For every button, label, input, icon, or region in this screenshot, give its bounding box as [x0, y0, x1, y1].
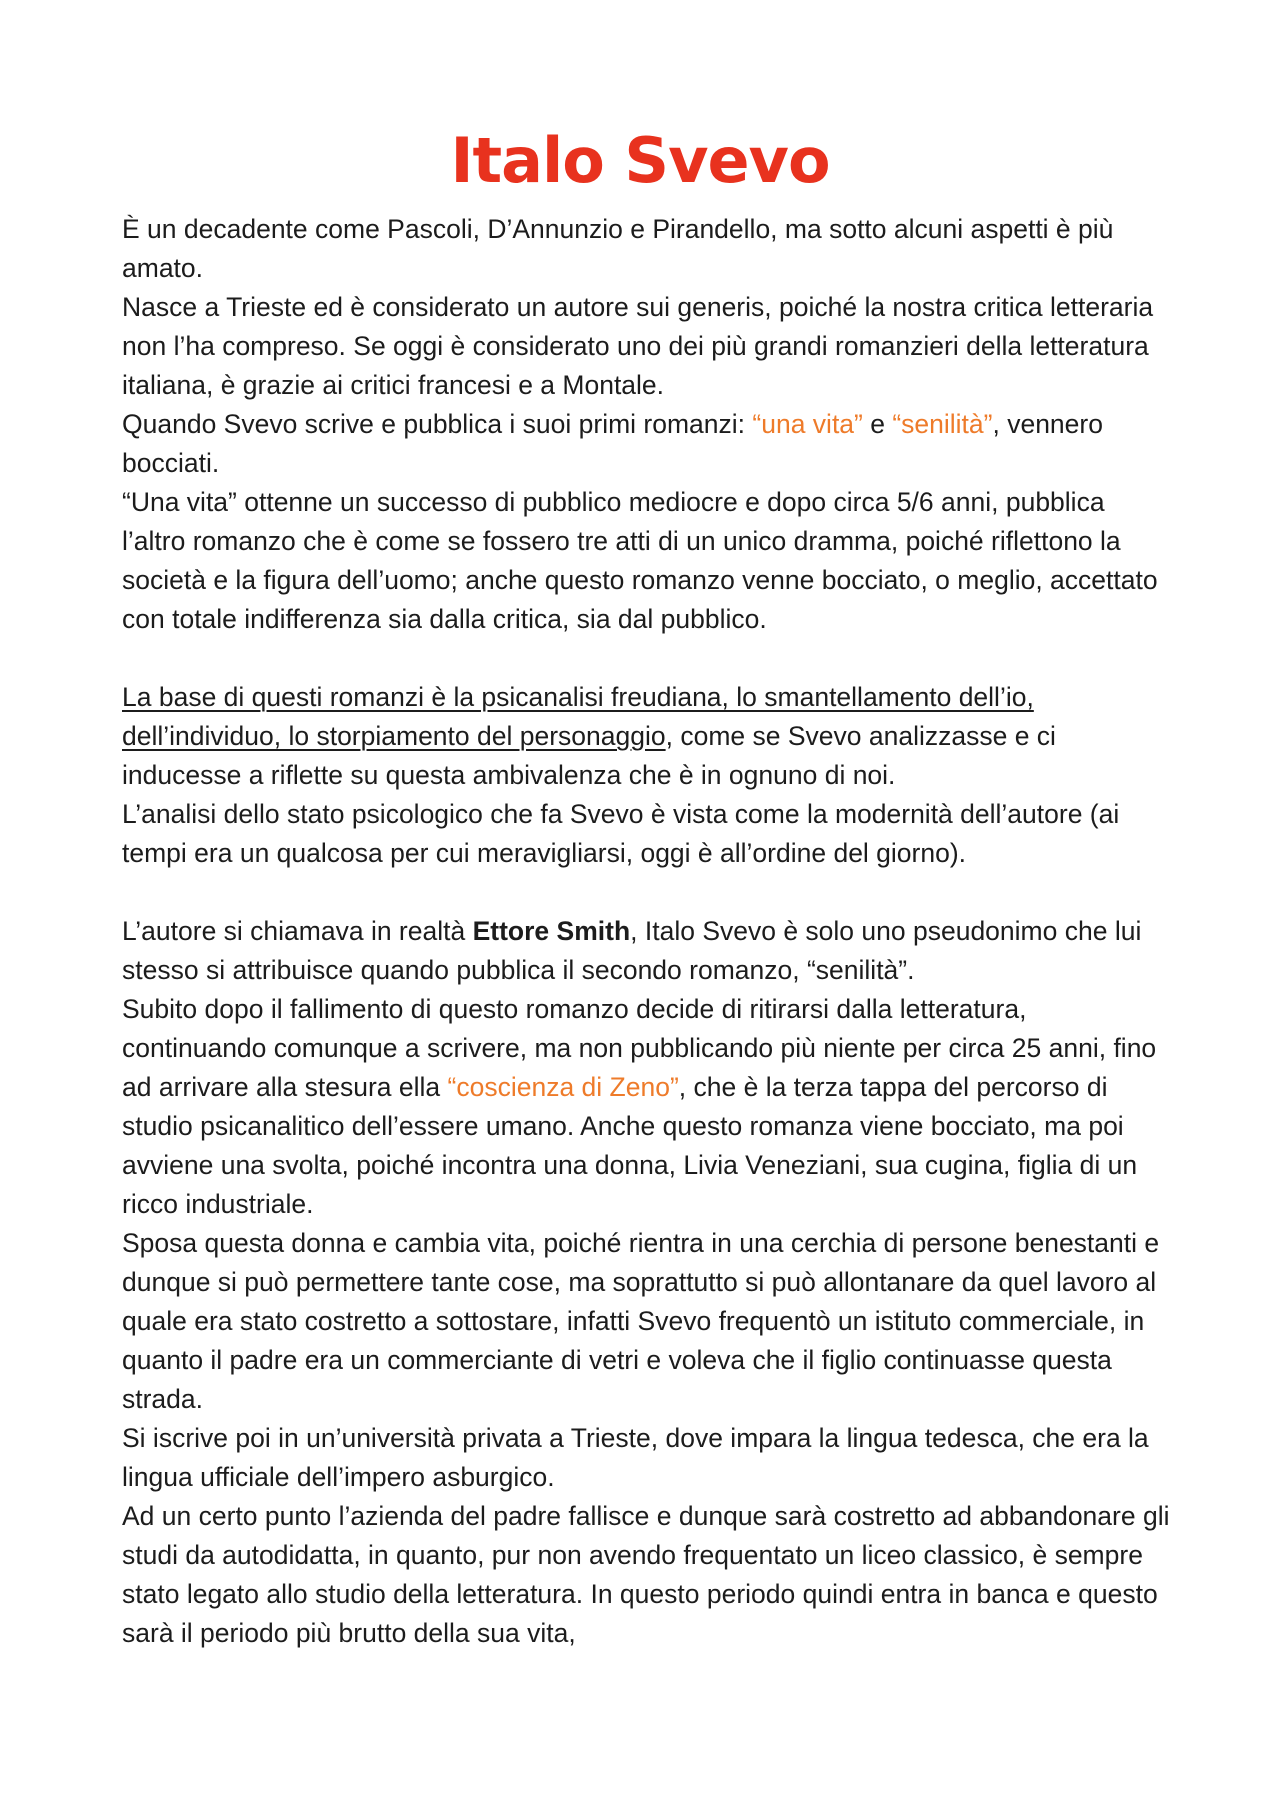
- document-body: [122, 210, 1172, 1653]
- paragraph-trieste: Nasce a Trieste ed è considerato un autore sui generis, poiché la nostra critica letteraria non l’ha compreso. Se oggi è considerato uno dei più grandi romanzieri della letteratura italiana, è grazie ai critici francesi e a Montale.: [122, 292, 1154, 400]
- text-span: Subito dopo il fallimento di questo romanzo decide di ritirarsi dalla letteratura, continuando comunque a scrivere, ma non pubblicando più niente per circa 25 anni, fino ad arrivare alla stesura ella: [122, 994, 1157, 1102]
- text-span: e: [862, 409, 893, 439]
- page-title: Italo Svevo: [450, 124, 830, 197]
- novel-title-senilita: “senilità”: [892, 409, 993, 439]
- text-span: , che è la terza tappa del percorso di studio psicanalitico dell’essere umano. Anche questo romanza viene bocciato, ma poi avviene una svolta, poiché incontra una donna, Livia Veneziani, sua cugina, figlia di un ricco industriale.: [122, 1072, 1138, 1219]
- paragraph-gap: [122, 873, 1172, 912]
- paragraph-intro: È un decadente come Pascoli, D’Annunzio e Pirandello, ma sotto alcuni aspetti è più amato.: [122, 214, 1114, 283]
- paragraph-banca: Ad un certo punto l’azienda del padre fallisce e dunque sarà costretto ad abbandonare gli studi da autodidatta, in quanto, pur non avendo frequentato un liceo classico, è sempre stato legato allo studio della letteratura. In questo periodo quindi entra in banca e questo sarà il periodo più brutto della sua vita,: [122, 1501, 1170, 1648]
- text-span: Quando Svevo scrive e pubblica i suoi primi romanzi:: [122, 409, 753, 439]
- text-span: , come se Svevo analizzasse e ci inducesse a riflette su questa ambivalenza che è in ognuno di noi.: [122, 721, 1056, 790]
- text-span: , Italo Svevo è solo uno pseudonimo che lui stesso si attribuisce quando pubblica il secondo romanzo, “senilità”.: [122, 916, 1142, 985]
- paragraph-universita: Si iscrive poi in un’università privata a Trieste, dove impara la lingua tedesca, che era la lingua ufficiale dell’impero asburgico.: [122, 1423, 1149, 1492]
- underlined-text: La base di questi romanzi è la psicanalisi freudiana, lo smantellamento dell’io, dell’individuo, lo storpiamento del personaggio: [122, 682, 1034, 751]
- novel-title-una-vita: “una vita”: [752, 409, 863, 439]
- paragraph-pseudonimo: [122, 912, 1172, 990]
- paragraph-matrimonio: Sposa questa donna e cambia vita, poiché rientra in una cerchia di persone benestanti e dunque si può permettere tante cose, ma soprattutto si può allontanare da quel lavoro al quale era stato costretto a sottostare, infatti Svevo frequentò un istituto commerciale, in quanto il padre era un commerciante di vetri e voleva che il figlio continuasse questa strada.: [122, 1228, 1160, 1414]
- text-span: , vennero bocciati.: [122, 409, 1103, 478]
- novel-title-coscienza-di-zeno: “coscienza di Zeno”: [447, 1072, 679, 1102]
- paragraph-analisi: L’analisi dello stato psicologico che fa Svevo è vista come la modernità dell’autore (ai tempi era un qualcosa per cui meravigliarsi, oggi è all’ordine del giorno).: [122, 799, 1120, 868]
- paragraph-zeno: [122, 990, 1172, 1224]
- bold-name: Ettore Smith: [472, 916, 631, 946]
- paragraph-psicanalisi: [122, 678, 1172, 795]
- paragraph-gap: [122, 639, 1172, 678]
- text-span: L’autore si chiamava in realtà: [122, 916, 473, 946]
- paragraph-una-vita: “Una vita” ottenne un successo di pubblico mediocre e dopo circa 5/6 anni, pubblica l’altro romanzo che è come se fossero tre atti di un unico dramma, poiché riflettono la società e la figura dell’uomo; anche questo romanzo venne bocciato, o meglio, accettato con totale indifferenza sia dalla critica, sia dal pubblico.: [122, 487, 1158, 634]
- paragraph-first-novels: [122, 405, 1172, 483]
